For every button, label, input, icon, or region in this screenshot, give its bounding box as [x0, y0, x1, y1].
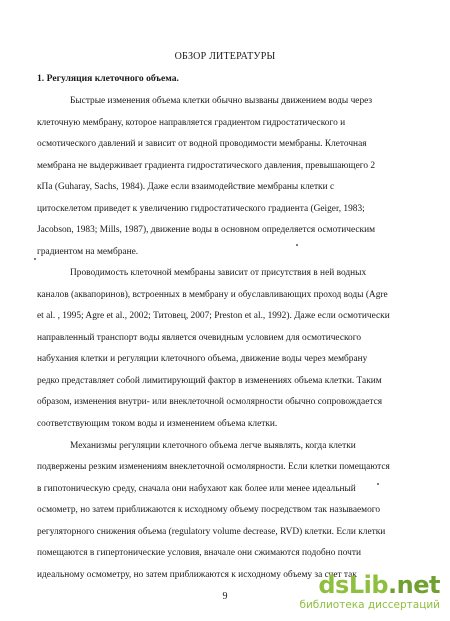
- watermark-subtitle: библиотека диссертаций: [299, 599, 440, 611]
- paragraph-line: подвержены резким изменениям внеклеточной осмолярности. Если клетки помещаются: [37, 462, 390, 472]
- paragraph-line: Механизмы регуляции клеточного объема легче выявлять, когда клетки: [70, 441, 356, 451]
- paragraph-line: регуляторного снижения объема (regulatory volume decrease, RVD) клетки. Если клетки: [37, 527, 386, 537]
- page-title: ОБЗОР ЛИТЕРАТУРЫ: [174, 51, 276, 62]
- scan-speck: [34, 258, 36, 260]
- paragraph-line: каналов (аквапоринов), встроенных в мембрану и обуславливающих проход воды (Agre: [37, 290, 388, 300]
- paragraph-line: образом, изменения внутри- или внеклеточной осмолярности обычно сопровождается: [37, 397, 383, 407]
- paragraph-line: идеальному осмометру, но затем приближаются к исходному объему за счет так: [37, 570, 357, 580]
- paragraph-line: клеточную мембрану, которое направляется градиентом гидростатического и: [37, 118, 346, 128]
- paragraph-line: градиентом на мембране.: [37, 247, 139, 257]
- paragraph-line: цитоскелетом приведет к увеличению гидростатического градиента (Geiger, 1983;: [37, 204, 365, 214]
- scan-speck: [377, 483, 379, 485]
- watermark-brand: [318, 571, 440, 599]
- paragraph-line: Быстрые изменения объема клетки обычно вызваны движением воды через: [70, 96, 373, 106]
- paragraph-line: направленный транспорт воды является очевидным условием для осмотического: [37, 333, 362, 343]
- paragraph-line: осмотического давлений и зависит от водной проводимости мембраны. Клеточная: [37, 139, 367, 149]
- watermark-brand-main: dsLib: [318, 571, 389, 599]
- section-heading: 1. Регуляция клеточного объема.: [37, 73, 179, 84]
- paragraph-line: в гипотоническую среду, сначала они набухают как более или менее идеальный: [37, 484, 356, 494]
- paragraph-line: помещаются в гипертонические условия, вначале они сжимаются подобно почти: [37, 548, 362, 558]
- paragraph-line: Jacobson, 1983; Mills, 1987), движение воды в основном определяется осмотическим: [37, 225, 376, 235]
- paragraph-line: кПа (Guharay, Sachs, 1984). Даже если взаимодействие мембраны клетки с: [37, 182, 335, 192]
- paragraph-line: et al. , 1995; Agre et al., 2002; Титовец, 2007; Preston et al., 1992). Даже если осмотически: [37, 311, 390, 321]
- page-number: 9: [222, 591, 228, 602]
- paragraph-line: редко представляет собой лимитирующий фактор в изменениях объема клетки. Таким: [37, 376, 382, 386]
- watermark-logo: [300, 571, 440, 611]
- scan-speck: [296, 244, 298, 246]
- watermark-brand-suffix: .net: [388, 571, 440, 599]
- paragraph-line: набухания клетки и регуляции клеточного объема, движение воды через мембрану: [37, 354, 368, 364]
- paragraph-line: Проводимость клеточной мембраны зависит от присутствия в ней водных: [70, 268, 367, 278]
- paragraph-line: соответствующим током воды и изменением объема клетки.: [37, 419, 278, 429]
- paragraph-line: мембрана не выдерживает градиента гидростатического давления, превышающего 2: [37, 161, 376, 171]
- paragraph-line: осмометр, но затем приближаются к исходному объему посредством так называемого: [37, 505, 381, 515]
